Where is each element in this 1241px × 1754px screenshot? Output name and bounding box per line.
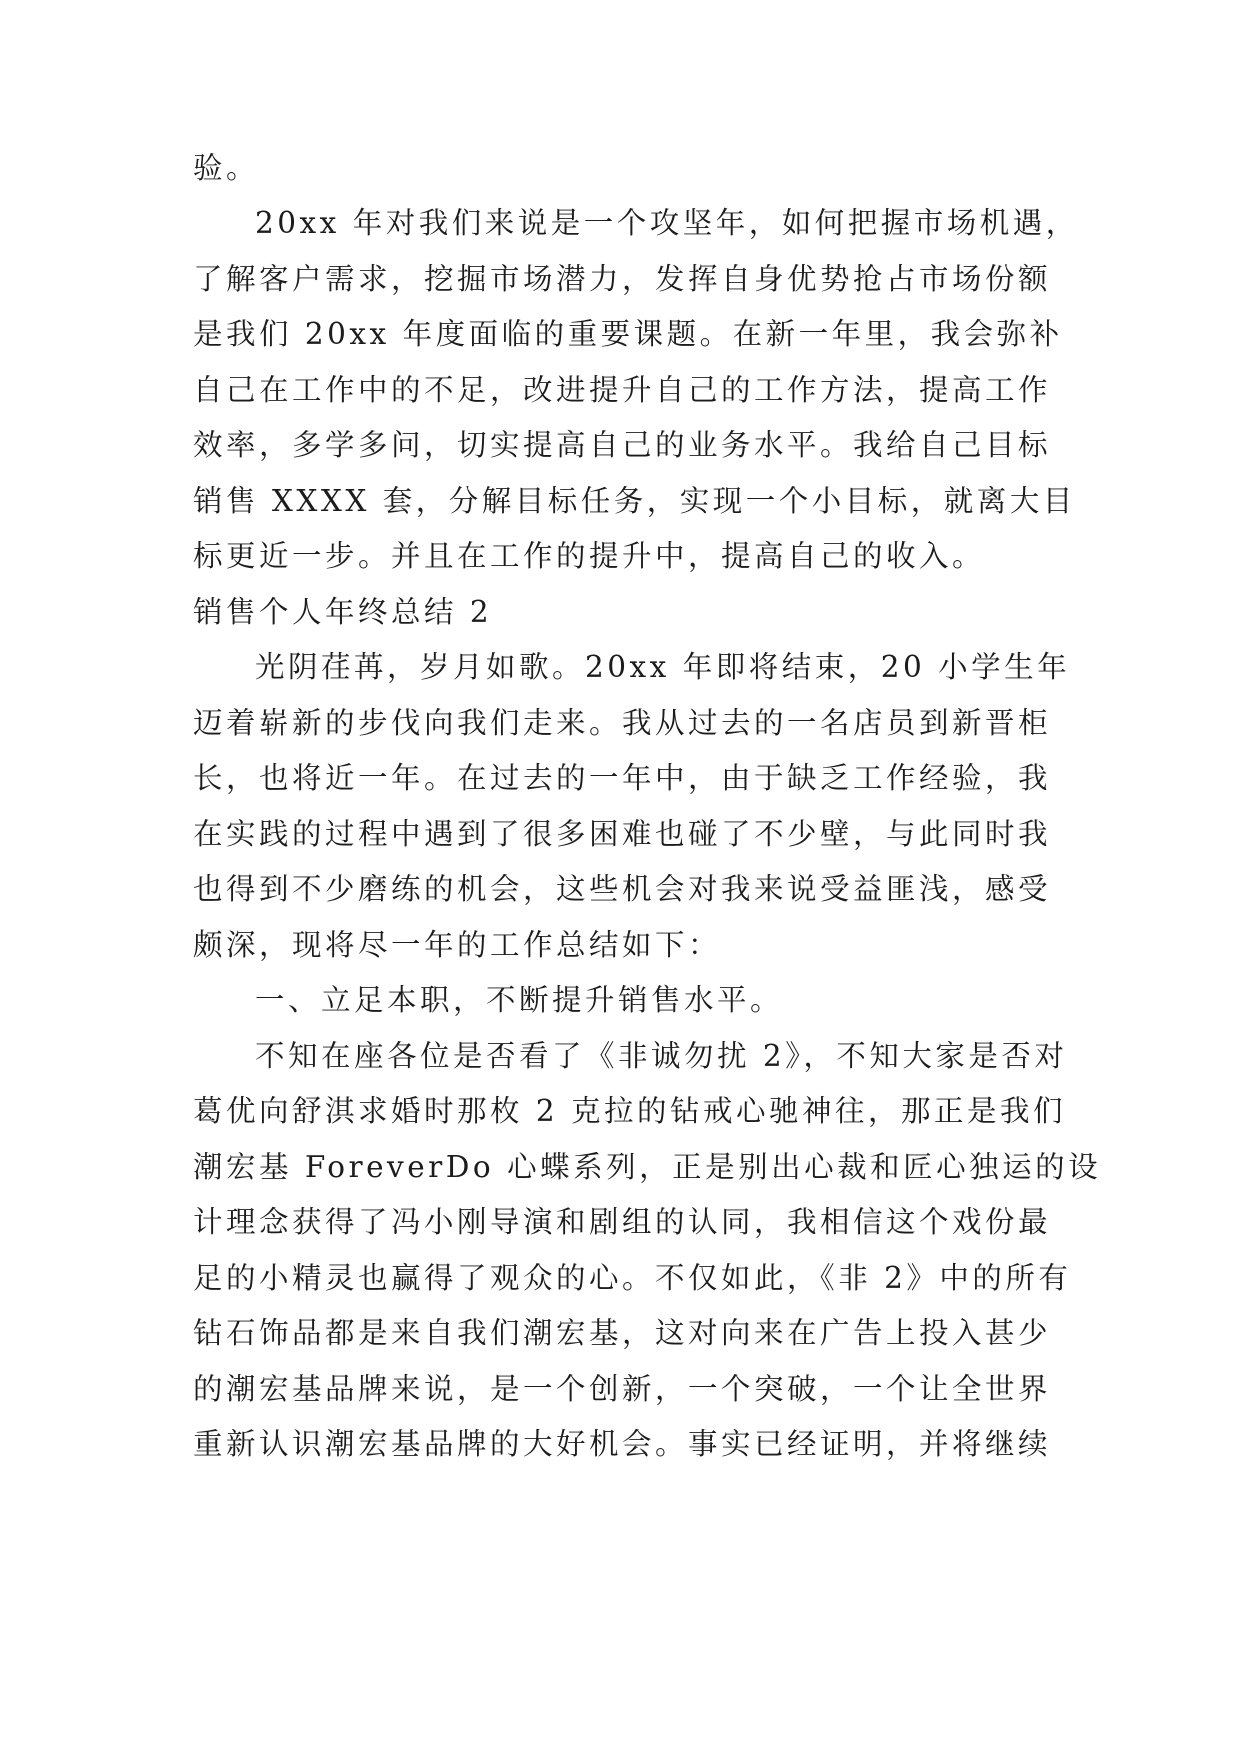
text-line: 也得到不少磨练的机会，这些机会对我来说受益匪浅，感受 [193, 872, 1052, 906]
text-line: 效率，多学多问，切实提高自己的业务水平。我给自己目标 [193, 428, 1052, 462]
text-line: 钻石饰品都是来自我们潮宏基，这对向来在广告上投入甚少 [193, 1316, 1052, 1350]
paragraph-start-line: 光阴荏苒，岁月如歌。20xx 年即将结束，20 小学生年 [255, 650, 1071, 684]
text-line: 标更近一步。并且在工作的提升中，提高自己的收入。 [193, 539, 986, 573]
text-line: 在实践的过程中遇到了很多困难也碰了不少壁，与此同时我 [193, 817, 1052, 851]
section-heading: 销售个人年终总结 2 [193, 595, 493, 629]
paragraph-start-line: 20xx 年对我们来说是一个攻坚年，如何把握市场机遇， [255, 206, 1079, 240]
text-line: 销售 XXXX 套，分解目标任务，实现一个小目标，就离大目 [193, 484, 1076, 518]
text-line: 长，也将近一年。在过去的一年中，由于缺乏工作经验，我 [193, 761, 1052, 795]
text-line: 颇深，现将尽一年的工作总结如下： [193, 928, 722, 962]
text-line: 的潮宏基品牌来说，是一个创新，一个突破，一个让全世界 [193, 1372, 1052, 1406]
paragraph-start-line: 不知在座各位是否看了《非诚勿扰 2》，不知大家是否对 [255, 1039, 1068, 1073]
text-line: 潮宏基 ForeverDo 心蝶系列，正是别出心裁和匠心独运的设 [193, 1150, 1102, 1184]
text-line: 迈着崭新的步伐向我们走来。我从过去的一名店员到新晋柜 [193, 706, 1052, 740]
text-line: 是我们 20xx 年度面临的重要课题。在新一年里，我会弥补 [193, 317, 1063, 351]
text-line: 葛优向舒淇求婚时那枚 2 克拉的钻戒心驰神往，那正是我们 [193, 1094, 1067, 1128]
text-line: 重新认识潮宏基品牌的大好机会。事实已经证明，并将继续 [193, 1427, 1052, 1461]
text-line: 自己在工作中的不足，改进提升自己的工作方法，提高工作 [193, 373, 1052, 407]
subsection-heading: 一、立足本职，不断提升销售水平。 [255, 983, 784, 1017]
text-line: 计理念获得了冯小刚导演和剧组的认同，我相信这个戏份最 [193, 1205, 1052, 1239]
text-line: 足的小精灵也赢得了观众的心。不仅如此，《非 2》中的所有 [193, 1261, 1072, 1295]
text-line: 验。 [193, 151, 260, 185]
text-line: 了解客户需求，挖掘市场潜力，发挥自身优势抢占市场份额 [193, 262, 1052, 296]
